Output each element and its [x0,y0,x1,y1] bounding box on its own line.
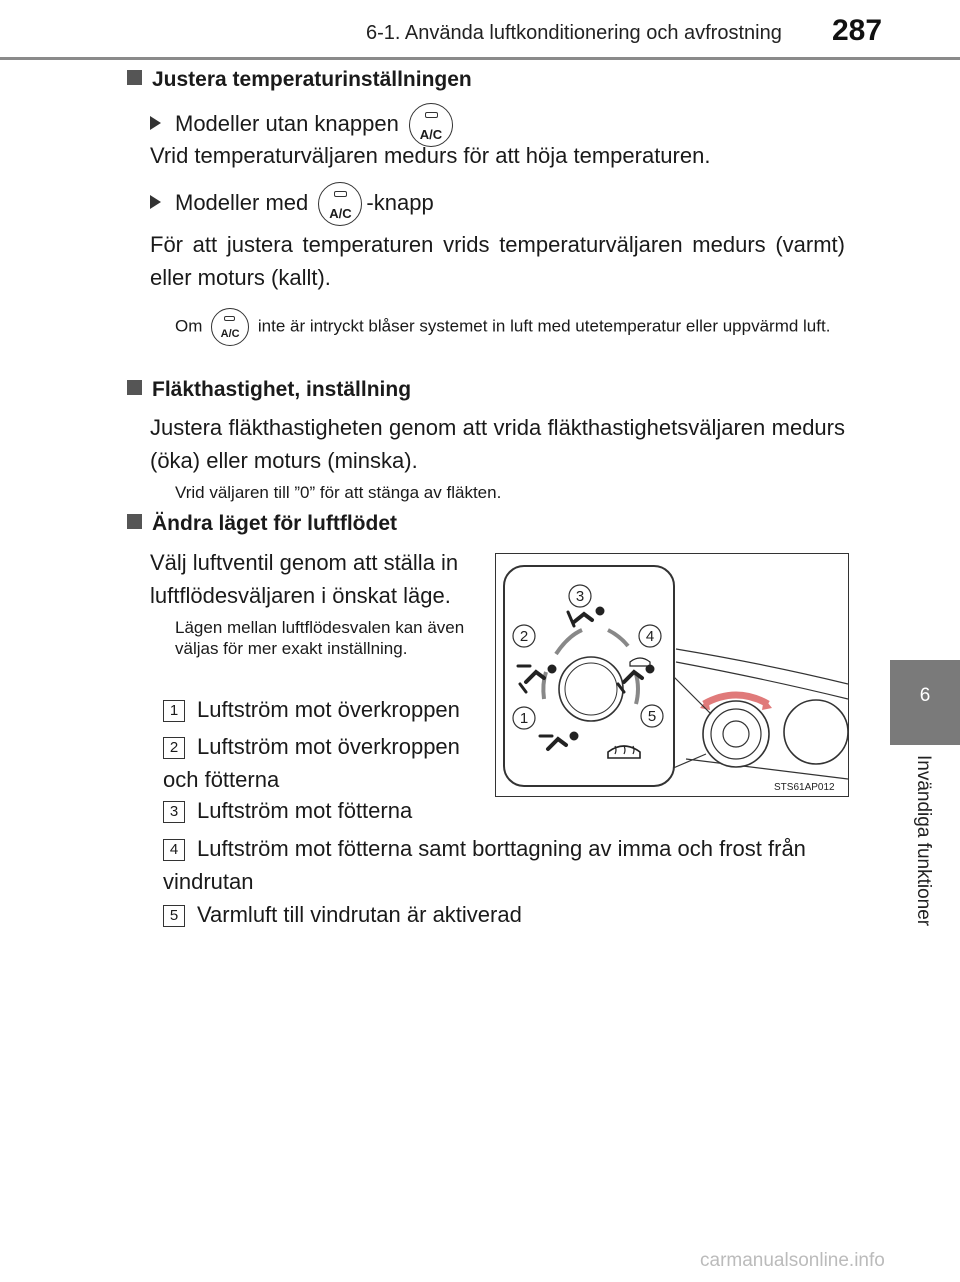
bullet-models-without-button: Modeller utan knappen A/C [150,103,457,147]
number-marker: 3 [163,801,185,823]
ac-button-icon: A/C [409,103,453,147]
section-heading-airflow: Ändra läget för luftflödet [127,512,397,536]
figure-marker-5: 5 [647,708,657,725]
figure-marker-2: 2 [519,628,529,645]
fan-speed-text: Justera fläkthastigheten genom att vrida fläkthastighetsväljaren medurs (öka) eller moturs (minska). [150,415,845,473]
ac-button-icon: A/C [211,308,249,346]
figure-marker-1: 1 [519,710,529,727]
airflow-dial-figure [495,553,849,797]
temperature-text-2: För att justera temperaturen vrids temperaturväljaren medurs (varmt) eller moturs (kallt). [150,232,845,290]
figure-marker-4: 4 [645,628,655,645]
list-item: 5 Varmluft till vindrutan är aktiverad [163,898,853,931]
number-marker: 4 [163,839,185,861]
square-bullet-icon [127,514,142,529]
ac-note: Om A/C inte är intryckt blåser systemet in luft med utetemperatur eller uppvärmd luft. [175,308,845,346]
header-rule [0,57,960,60]
list-item: 4 Luftström mot fötterna samt borttagning av imma och frost från vindrutan [163,836,806,894]
chapter-title: 6-1. Använda luftkonditionering och avfrostning [366,22,782,44]
number-marker: 1 [163,700,185,722]
chapter-tab-number: 6 [919,685,931,706]
chapter-tab-label: Invändiga funktioner [913,755,934,927]
number-marker: 2 [163,737,185,759]
airflow-text: Välj luftventil genom att ställa in luftflödesväljaren i önskat läge. [150,550,459,608]
list-item: 1 Luftström mot överkroppen [163,693,483,726]
bullet-models-with-button: Modeller med A/C -knapp [150,182,434,226]
page-number: 287 [832,14,883,47]
list-item: 3 Luftström mot fötterna [163,794,853,827]
watermark: carmanualsonline.info [700,1250,885,1271]
fan-speed-note: Vrid väljaren till ”0” för att stänga av fläkten. [175,483,502,502]
ac-button-icon: A/C [318,182,362,226]
list-item: 2 Luftström mot överkroppen och fötterna [163,734,460,792]
section-heading-fan-speed: Fläkthastighet, inställning [127,378,411,402]
temperature-text-1: Vrid temperaturväljaren medurs för att höja temperaturen. [150,143,711,168]
square-bullet-icon [127,70,142,85]
figure-code: STS61AP012 [774,782,835,793]
triangle-bullet-icon [150,116,161,130]
square-bullet-icon [127,380,142,395]
number-marker: 5 [163,905,185,927]
triangle-bullet-icon [150,195,161,209]
airflow-note: Lägen mellan luftflödesvalen kan även väljas för mer exakt inställning. [175,618,465,658]
section-heading-temperature: Justera temperaturinställningen [127,68,472,92]
figure-marker-3: 3 [575,588,585,605]
